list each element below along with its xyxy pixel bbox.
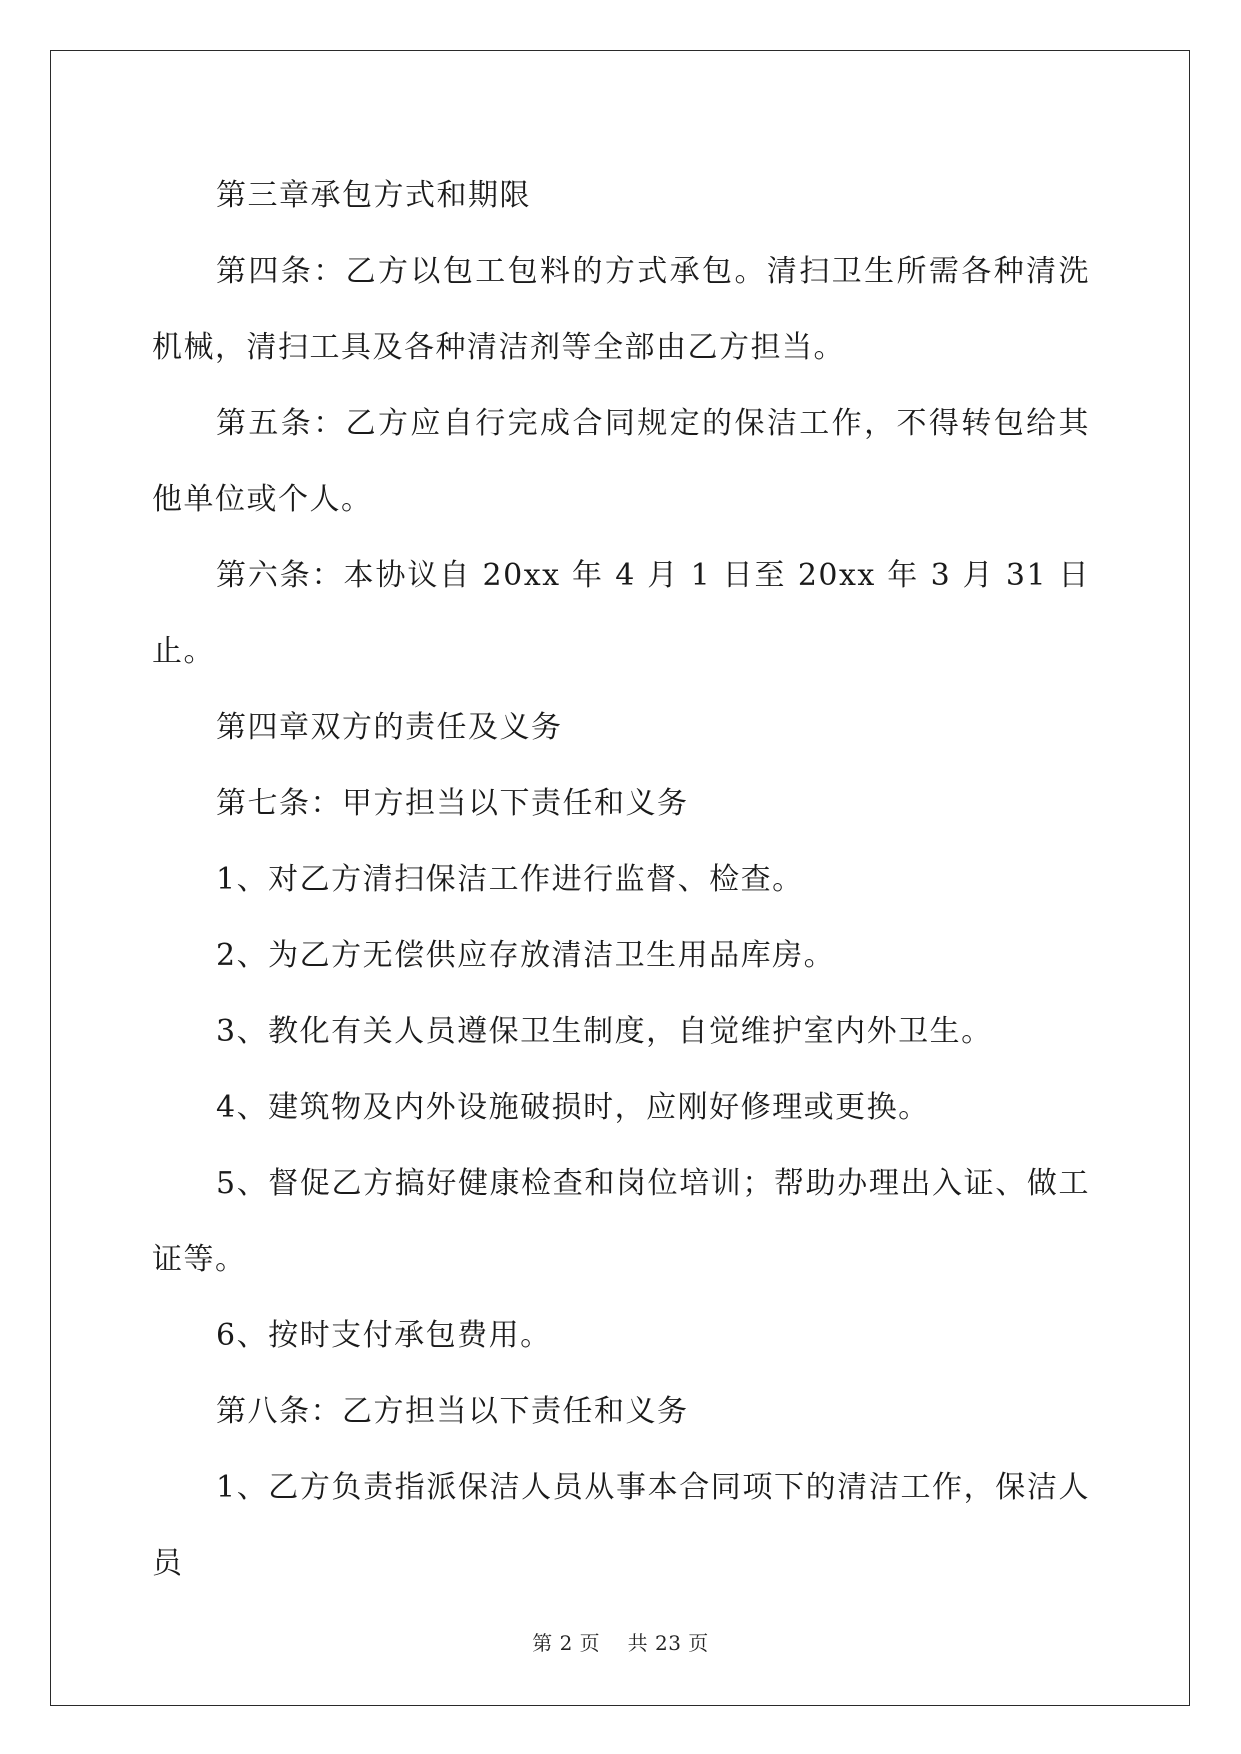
list-item: 4、建筑物及内外设施破损时，应刚好修理或更换。 bbox=[216, 1090, 930, 1125]
article-paragraph: 第四条：乙方以包工包料的方式承包。清扫卫生所需各种清洗机械，清扫工具及各种清洁剂等全部由乙方担当。 bbox=[152, 254, 1090, 365]
list-item: 5、督促乙方搞好健康检查和岗位培训；帮助办理出入证、做工证等。 bbox=[152, 1166, 1090, 1277]
list-item: 2、为乙方无偿供应存放清洁卫生用品库房。 bbox=[216, 938, 836, 973]
document-body bbox=[152, 158, 1090, 1602]
page-total: 共 23 页 bbox=[627, 1631, 709, 1655]
chapter-heading: 第三章承包方式和期限 bbox=[216, 178, 531, 213]
list-item: 1、乙方负责指派保洁人员从事本合同项下的清洁工作，保洁人员 bbox=[152, 1470, 1090, 1581]
list-item: 1、对乙方清扫保洁工作进行监督、检查。 bbox=[216, 862, 804, 897]
list-item: 3、教化有关人员遵保卫生制度，自觉维护室内外卫生。 bbox=[216, 1014, 993, 1049]
article-paragraph: 第八条：乙方担当以下责任和义务 bbox=[216, 1394, 689, 1429]
article-paragraph: 第五条：乙方应自行完成合同规定的保洁工作，不得转包给其他单位或个人。 bbox=[152, 406, 1090, 517]
list-item: 6、按时支付承包费用。 bbox=[216, 1318, 552, 1353]
chapter-heading: 第四章双方的责任及义务 bbox=[216, 710, 563, 745]
article-paragraph: 第六条：本协议自 20xx 年 4 月 1 日至 20xx 年 3 月 31 日止。 bbox=[152, 558, 1090, 669]
page-footer bbox=[0, 1627, 1241, 1656]
page-number: 第 2 页 bbox=[532, 1631, 601, 1655]
article-paragraph: 第七条：甲方担当以下责任和义务 bbox=[216, 786, 689, 821]
